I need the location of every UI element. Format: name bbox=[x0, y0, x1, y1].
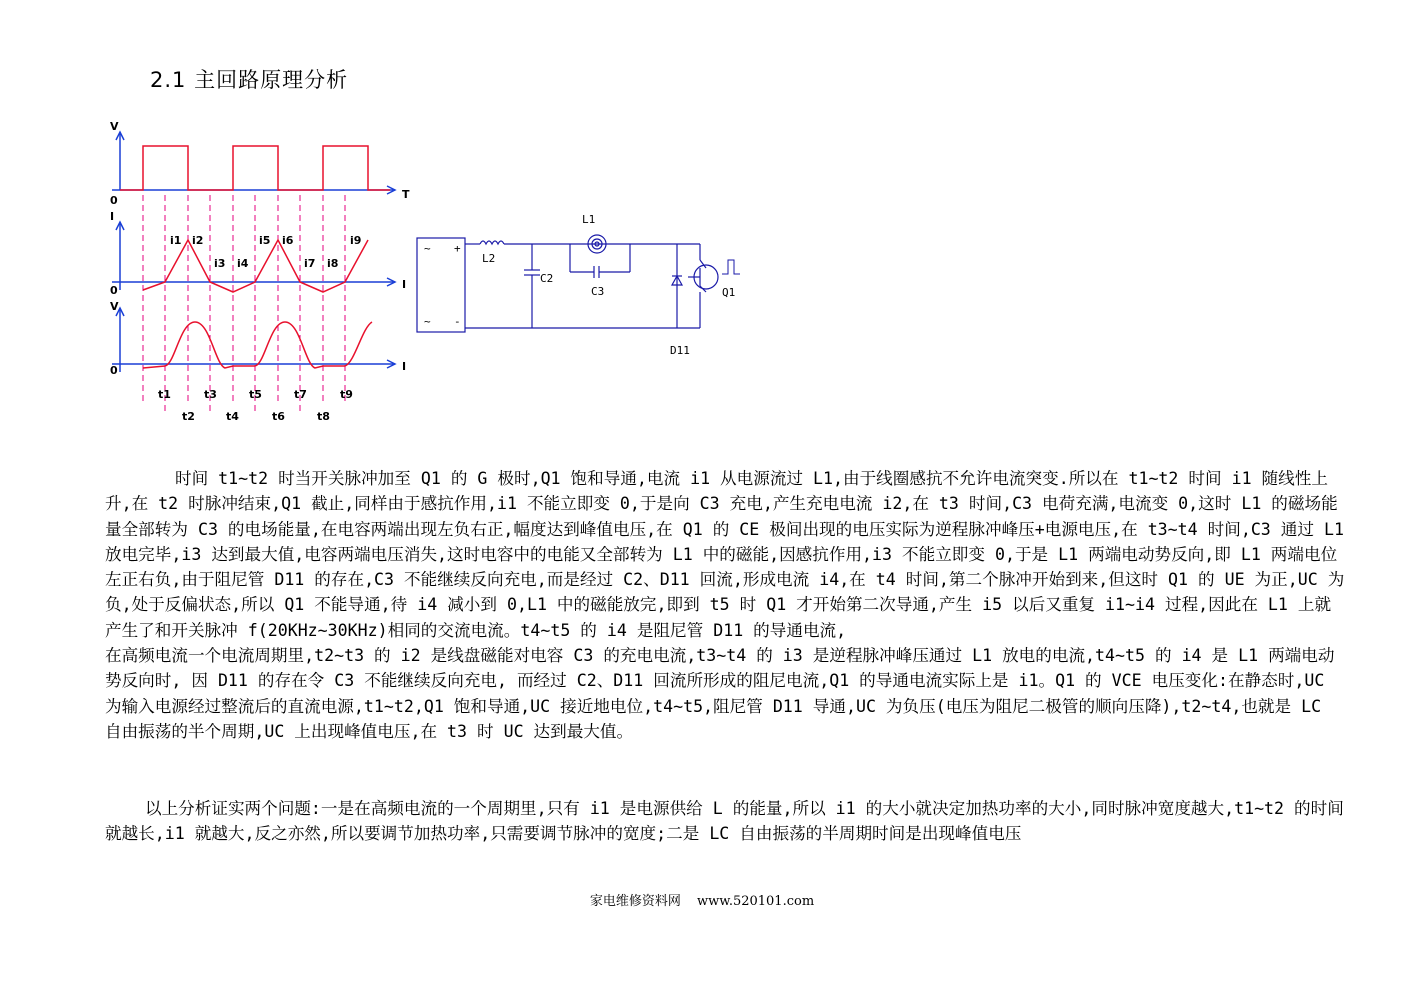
current-label: i4 bbox=[237, 257, 249, 270]
collector-voltage-wave bbox=[143, 322, 372, 368]
page-footer bbox=[0, 890, 1404, 909]
footer-site-name: 家电维修资料网 bbox=[589, 894, 681, 909]
axis-label-t: T bbox=[402, 188, 410, 201]
origin-label-2: 0 bbox=[110, 284, 118, 297]
time-label: t8 bbox=[317, 410, 330, 423]
time-label: t3 bbox=[204, 388, 217, 401]
svg-text:-: - bbox=[454, 315, 461, 328]
current-label: i5 bbox=[259, 234, 271, 247]
figure-svg bbox=[100, 110, 760, 440]
axis-label-i-x2: I bbox=[402, 360, 407, 373]
current-label: i2 bbox=[192, 234, 204, 247]
time-label: t5 bbox=[249, 388, 262, 401]
svg-text:~: ~ bbox=[424, 315, 431, 328]
analysis-text-part-1: 时间 t1~t2 时当开关脉冲加至 Q1 的 G 极时,Q1 饱和导通,电流 i1 从电源流过 L1,由于线圈感抗不允许电流突变.所以在 t1~t2 时间 i1 随线性上升,在 t2 时脉冲结束,Q1 截止,同样由于感抗作用,i1 不能立即变 0,于是向 C3 充电,产生充电电流 i2,在 t3 时间,C3 电荷充满,电流变 0,这时 L1 的磁场能量全部转为 C3 的电场能量,在电容两端出现左负右正,幅度达到峰值电压,在 Q1 的 CE 极间出现的电压实际为逆程脉冲峰压+电源电压,在 t3~t4 时间,C3 通过 L1 放电完毕,i3 达到最大值,电容两端电压消失,这时电容中的电能又全部转为 L1 中的磁能,因感抗作用,i3 不能立即变 0,于是 L1 两端电动势反向,即 L1 两端电位左正右负,由于阻尼管 D11 的存在,C3 不能继续反向充电,而是经过 C2、D11 回流,形成电流 i4,在 t4 时间,第二个脉冲开始到来,但这时 Q1 的 UE 为正,UC 为负,处于反偏状态,所以 Q1 不能导通,待 i4 减小到 0,L1 中的磁能放完,即到 t5 时 Q1 才开始第二次导通,产生 i5 以后又重复 i1~i4 过程,因此在 L1 上就产生了和开关脉冲 f(20KHz~30KHz)相同的交流电流。t4~t5 的 i4 是阻尼管 D11 的导通电流, bbox=[105, 469, 1345, 640]
svg-text:~: ~ bbox=[424, 242, 431, 255]
inductor-label-L2: L2 bbox=[482, 252, 496, 265]
circuit-waveform-figure bbox=[100, 110, 760, 440]
current-label: i9 bbox=[350, 234, 362, 247]
current-label: i1 bbox=[170, 234, 182, 247]
origin-label-1: 0 bbox=[110, 194, 118, 207]
current-label: i8 bbox=[327, 257, 339, 270]
capacitor-label-C2: C2 bbox=[540, 272, 554, 285]
current-label: i3 bbox=[214, 257, 226, 270]
time-label: t2 bbox=[182, 410, 195, 423]
axis-label-v1: V bbox=[110, 120, 119, 133]
waveform-axes bbox=[112, 132, 395, 372]
analysis-text-part-2: 在高频电流一个电流周期里,t2~t3 的 i2 是线盘磁能对电容 C3 的充电电流,t3~t4 的 i3 是逆程脉冲峰压通过 L1 放电的电流,t4~t5 的 i4 是 L1 两端电动势反向时, 因 D11 的存在令 C3 不能继续反向充电, 而经过 C2、D11 回流所形成的阻尼电流,Q1 的导通电流实际上是 i1。Q1 的 VCE 电压变化:在静态时,UC 为输入电源经过整流后的直流电源,t1~t2,Q1 饱和导通,UC 接近地电位,t4~t5,阻尼管 D11 导通,UC 为负压(电压为阻尼二极管的顺向压降),t2~t4,也就是 LC 自由振荡的半个周期,UC 上出现峰值电压,在 t3 时 UC 达到最大值。 bbox=[105, 646, 1335, 741]
capacitor-label-C3: C3 bbox=[591, 285, 605, 298]
time-label: t1 bbox=[158, 388, 171, 401]
origin-label-3: 0 bbox=[110, 364, 118, 377]
current-label: i6 bbox=[282, 234, 294, 247]
time-label: t4 bbox=[226, 410, 239, 423]
analysis-paragraph-2: 以上分析证实两个问题:一是在高频电流的一个周期里,只有 i1 是电源供给 L 的能量,所以 i1 的大小就决定加热功率的大小,同时脉冲宽度越大,t1~t2 的时间就越长,i1 就越大,反之亦然,所以要调节加热功率,只需要调节脉冲的宽度;二是 LC 自由振荡的半周期时间是出现峰值电压 bbox=[105, 799, 1344, 844]
footer-url[interactable]: www.520101.com bbox=[696, 894, 815, 909]
coil-label-L1: L1 bbox=[582, 213, 596, 226]
time-markers bbox=[143, 195, 345, 415]
current-label: i7 bbox=[304, 257, 316, 270]
svg-text:+: + bbox=[454, 242, 461, 255]
diode-label-D11: D11 bbox=[670, 344, 690, 357]
gate-pulse-wave bbox=[120, 146, 390, 190]
axis-label-i-x: I bbox=[402, 278, 407, 291]
axis-label-i: I bbox=[110, 210, 115, 223]
circuit-schematic bbox=[417, 235, 740, 332]
axis-label-v2: V bbox=[110, 300, 119, 313]
section-heading: 2.1 主回路原理分析 bbox=[150, 68, 349, 92]
analysis-paragraph-1 bbox=[105, 466, 1345, 744]
time-label: t9 bbox=[340, 388, 353, 401]
transistor-label-Q1: Q1 bbox=[722, 286, 736, 299]
time-label: t7 bbox=[294, 388, 307, 401]
time-label: t6 bbox=[272, 410, 285, 423]
